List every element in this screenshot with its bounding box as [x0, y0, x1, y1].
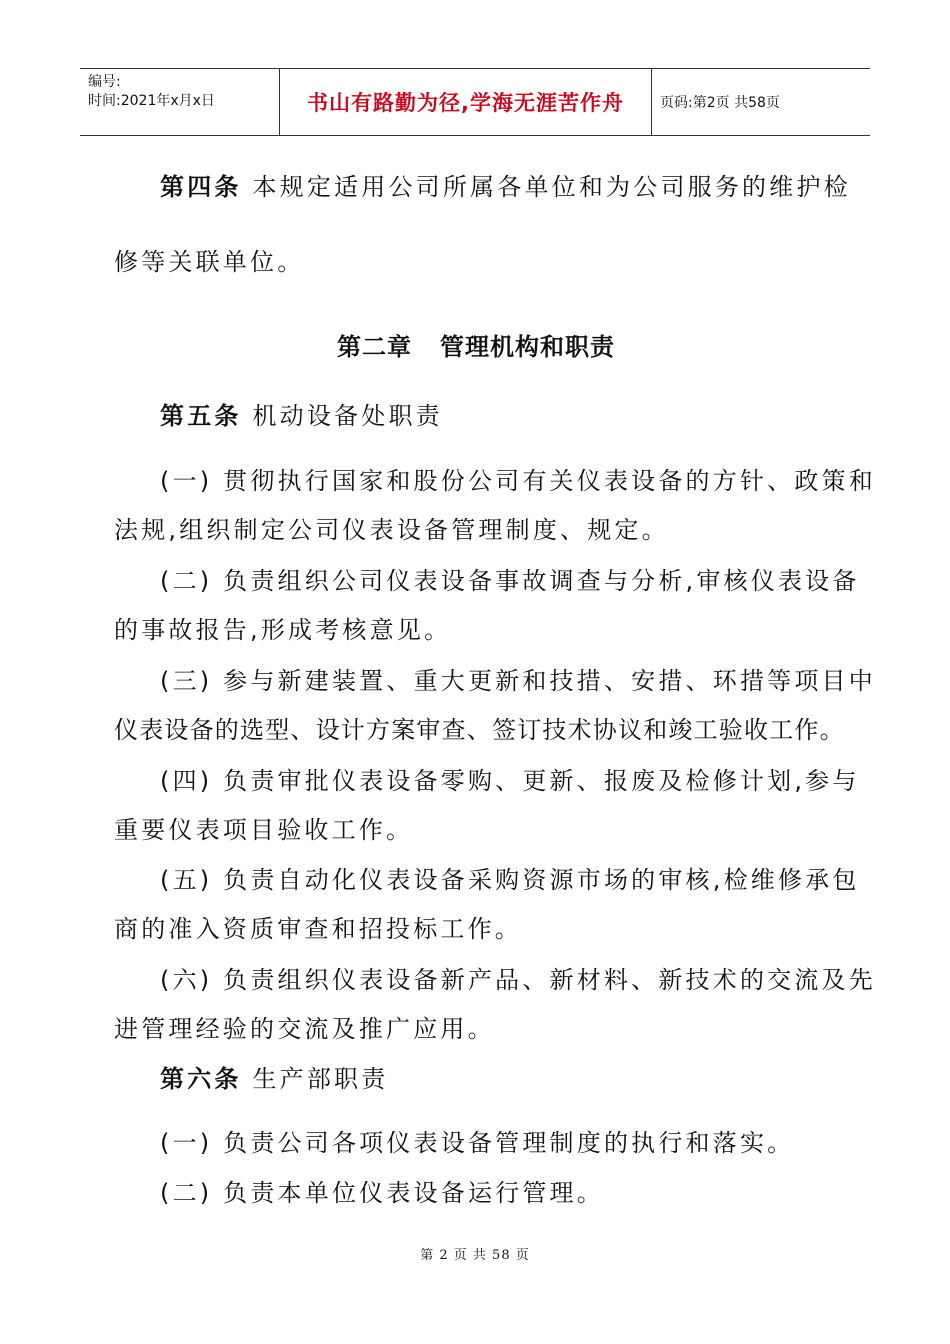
header-page-code: 页码:第2页 共58页: [660, 95, 780, 111]
chapter-title: 管理机构和职责: [440, 333, 615, 361]
article-6-title: 第六条: [160, 1065, 242, 1093]
article-5-item-5-line-2: 商的准入资质审查和招投标工作。: [114, 915, 522, 943]
article-4-line-1: [160, 172, 851, 202]
header-motto: 书山有路勤为径,学海无涯苦作舟: [280, 69, 652, 135]
article-5-heading: [160, 401, 443, 431]
article-6-item-2: (二) 负责本单位仪表设备运行管理。: [160, 1179, 604, 1207]
article-5-item-1-line-2: 法规,组织制定公司仪表设备管理制度、规定。: [114, 516, 669, 544]
article-4-title: 第四条: [160, 173, 242, 201]
article-5-item-3-line-2: 仪表设备的选型、设计方案审查、签订技术协议和竣工验收工作。: [114, 716, 845, 744]
article-6-text: 生产部职责: [252, 1065, 389, 1093]
article-5-item-4-line-1: (四) 负责审批仪表设备零购、更新、报废及检修计划,参与: [160, 767, 860, 795]
article-5-item-3-line-1: (三) 参与新建装置、重大更新和技措、安措、环措等项目中: [160, 667, 876, 695]
article-5-text: 机动设备处职责: [252, 402, 443, 430]
article-5-item-5-line-1: (五) 负责自动化仪表设备采购资源市场的审核,检维修承包: [160, 866, 860, 894]
article-5-item-6-line-1: (六) 负责组织仪表设备新产品、新材料、新技术的交流及先: [160, 966, 876, 994]
header-left-cell: [80, 69, 280, 135]
page-header: [80, 68, 870, 136]
article-5-title: 第五条: [160, 402, 242, 430]
article-5-item-1-line-1: (一) 贯彻执行国家和股份公司有关仪表设备的方针、政策和: [160, 467, 876, 495]
article-5-item-6-line-2: 进管理经验的交流及推广应用。: [114, 1015, 495, 1043]
document-number-label: 编号:: [88, 74, 121, 90]
article-4-line-2: 修等关联单位。: [114, 248, 305, 276]
page-footer: 第 2 页 共 58 页: [420, 1248, 530, 1263]
article-5-item-4-line-2: 重要仪表项目验收工作。: [114, 816, 414, 844]
chapter-heading: [114, 327, 838, 362]
article-5-item-2-line-1: (二) 负责组织公司仪表设备事故调查与分析,审核仪表设备: [160, 567, 860, 595]
chapter-number: 第二章: [337, 333, 412, 361]
article-5-item-2-line-2: 的事故报告,形成考核意见。: [114, 616, 452, 644]
article-6-heading: [160, 1064, 388, 1094]
article-6-item-1: (一) 负责公司各项仪表设备管理制度的执行和落实。: [160, 1129, 795, 1157]
article-4-text: 本规定适用公司所属各单位和为公司服务的维护检: [252, 173, 851, 201]
document-date: 时间:2021年x月x日: [88, 93, 215, 109]
